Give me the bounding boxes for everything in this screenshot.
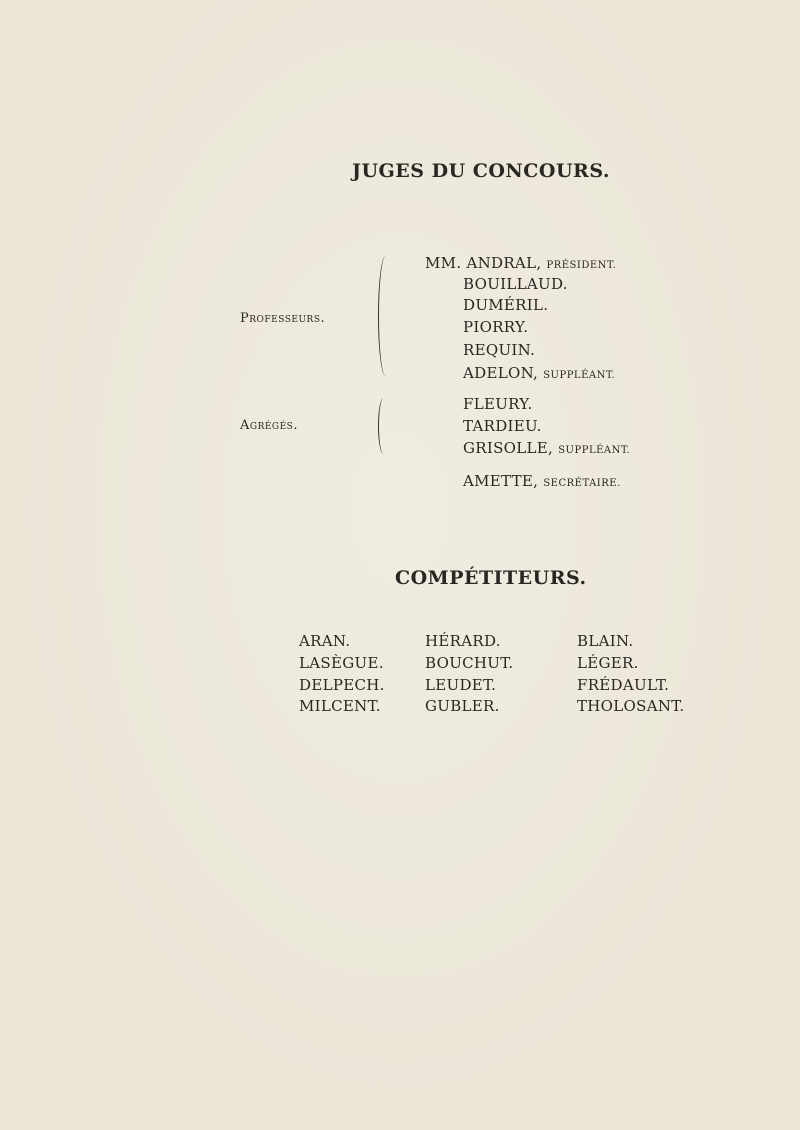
judges-title: JUGES DU CONCOURS.: [352, 160, 610, 182]
professeurs-label: Professeurs.: [240, 311, 326, 326]
secretary-row: AMETTE, SECRÉTAIRE.: [463, 472, 621, 490]
competitor-name: HÉRARD.: [425, 632, 501, 650]
judge-row: REQUIN.: [463, 341, 536, 359]
judge-row: FLEURY.: [463, 395, 533, 413]
agreges-brace: [378, 398, 389, 454]
competitor-name: FRÉDAULT.: [577, 676, 670, 694]
agreges-label: Agrégés.: [240, 418, 298, 433]
competitor-name: GUBLER.: [425, 697, 500, 715]
competitor-name: ARAN.: [299, 632, 351, 650]
judge-row: PIORRY.: [463, 318, 529, 336]
professeurs-brace: [378, 256, 393, 376]
competitor-name: DELPECH.: [299, 676, 385, 694]
judge-row: BOUILLAUD.: [463, 275, 568, 293]
judge-row: GRISOLLE, SUPPLÉANT.: [463, 439, 631, 457]
competitor-name: MILCENT.: [299, 697, 381, 715]
competitor-name: BLAIN.: [577, 632, 634, 650]
judge-row: MM. ANDRAL, PRÉSIDENT.: [425, 254, 617, 272]
judge-row: ADELON, SUPPLÉANT.: [463, 364, 616, 382]
judge-row: DUMÉRIL.: [463, 296, 549, 314]
judge-row: TARDIEU.: [463, 417, 542, 435]
competitor-name: LEUDET.: [425, 676, 497, 694]
competitor-name: THOLOSANT.: [577, 697, 685, 715]
competitor-name: LÉGER.: [577, 654, 639, 672]
competitor-name: BOUCHUT.: [425, 654, 514, 672]
competitors-title: COMPÉTITEURS.: [395, 567, 587, 589]
competitor-name: LASÈGUE.: [299, 654, 384, 672]
